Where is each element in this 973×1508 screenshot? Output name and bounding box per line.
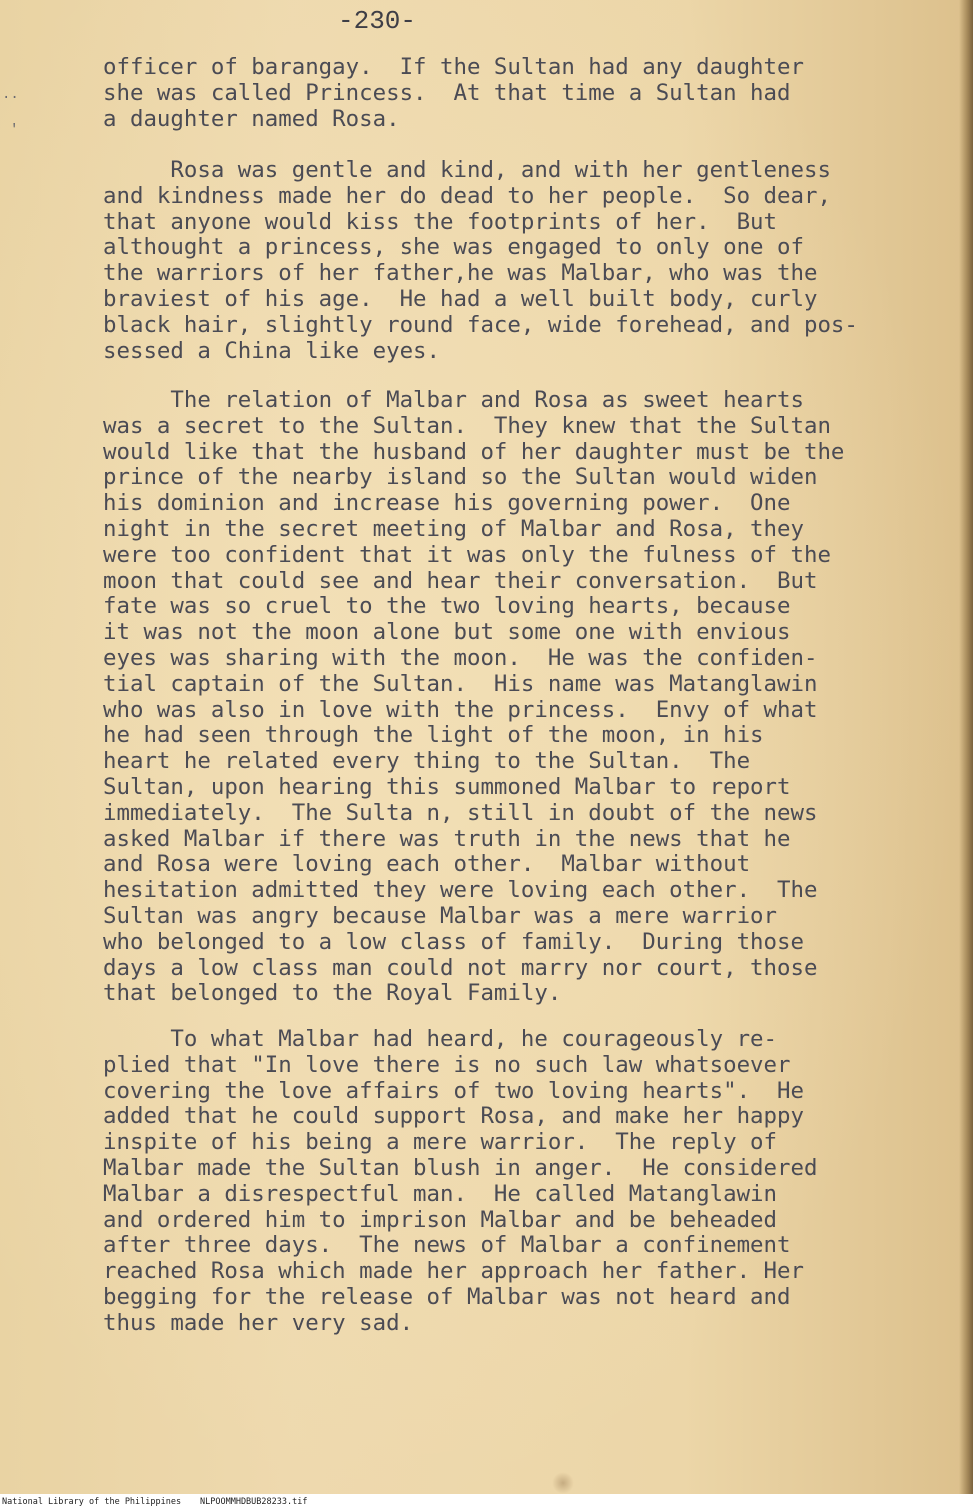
text-line: added that he could support Rosa, and make her happy xyxy=(103,1103,804,1130)
text-line: The relation of Malbar and Rosa as sweet hearts xyxy=(103,387,804,413)
text-line: was a secret to the Sultan. They knew that the Sultan xyxy=(103,412,831,439)
text-line: he had seen through the light of the moon, in his xyxy=(103,722,764,749)
text-line: eyes was sharing with the moon. He was the confiden- xyxy=(103,644,818,671)
text-line: begging for the release of Malbar was not heard and xyxy=(103,1283,791,1310)
paragraph-4 xyxy=(103,1027,953,1337)
text-line: Malbar made the Sultan blush in anger. He considered xyxy=(103,1154,818,1181)
text-line: fate was so cruel to the two loving hearts, because xyxy=(103,593,791,620)
text-line: who was also in love with the princess. Envy of what xyxy=(103,696,818,723)
text-line: sessed a China like eyes. xyxy=(103,337,441,364)
text-line: tial captain of the Sultan. His name was Matanglawin xyxy=(103,670,818,697)
scan-footer xyxy=(0,1494,973,1508)
text-line: she was called Princess. At that time a Sultan had xyxy=(103,79,791,106)
page-edge-shadow xyxy=(959,0,973,1508)
text-line: were too confident that it was only the fulness of the xyxy=(103,541,831,568)
paragraph-1 xyxy=(103,55,953,132)
text-line: moon that could see and hear their conversation. But xyxy=(103,567,818,594)
text-line: that belonged to the Royal Family. xyxy=(103,980,562,1007)
text-line: and kindness made her do dead to her people. So dear, xyxy=(103,182,831,209)
text-line: the warriors of her father,he was Malbar, who was the xyxy=(103,260,818,287)
text-line: thus made her very sad. xyxy=(103,1309,414,1336)
text-line: Sultan, upon hearing this summoned Malbar to report xyxy=(103,773,791,800)
paragraph-2 xyxy=(103,158,953,364)
text-line: Sultan was angry because Malbar was a mere warrior xyxy=(103,902,778,929)
footer-filename: NLPOOMMHDBUB28233.tif xyxy=(200,1497,308,1507)
margin-mark: ·· xyxy=(2,90,19,106)
text-line: black hair, slightly round face, wide forehead, and pos- xyxy=(103,311,858,338)
text-line: immediately. The Sulta n, still in doubt of the news xyxy=(103,799,818,826)
page-number: -230- xyxy=(338,6,417,36)
text-line: inspite of his being a mere warrior. The reply of xyxy=(103,1129,778,1156)
text-line: covering the love affairs of two loving hearts". He xyxy=(103,1077,804,1104)
footer-source: National Library of the Philippines xyxy=(2,1497,182,1507)
text-line: hesitation admitted they were loving each other. The xyxy=(103,877,818,904)
text-line: it was not the moon alone but some one with envious xyxy=(103,619,791,646)
text-line: althought a princess, she was engaged to only one of xyxy=(103,234,804,261)
text-line: and ordered him to imprison Malbar and be beheaded xyxy=(103,1206,778,1233)
paper-smudge xyxy=(552,1472,574,1494)
text-line: plied that "In love there is no such law whatsoever xyxy=(103,1051,791,1078)
text-line: Rosa was gentle and kind, and with her gentleness xyxy=(103,157,831,183)
text-line: braviest of his age. He had a well built body, curly xyxy=(103,285,818,312)
text-line: heart he related every thing to the Sultan. The xyxy=(103,748,751,775)
text-line: asked Malbar if there was truth in the news that he xyxy=(103,825,791,852)
text-line: reached Rosa which made her approach her father. Her xyxy=(103,1258,804,1285)
text-line: officer of barangay. If the Sultan had any daughter xyxy=(103,54,804,80)
text-line: a daughter named Rosa. xyxy=(103,105,400,132)
paragraph-3 xyxy=(103,388,953,1007)
text-line: who belonged to a low class of family. During those xyxy=(103,928,804,955)
text-line: would like that the husband of her daughter must be the xyxy=(103,438,845,465)
text-line: that anyone would kiss the footprints of her. But xyxy=(103,208,778,235)
text-line: and Rosa were loving each other. Malbar without xyxy=(103,851,751,878)
text-line: night in the secret meeting of Malbar and Rosa, they xyxy=(103,515,804,542)
text-line: prince of the nearby island so the Sultan would widen xyxy=(103,464,818,491)
text-line: To what Malbar had heard, he courageously re- xyxy=(103,1026,778,1052)
margin-mark: ' xyxy=(10,122,19,138)
text-line: after three days. The news of Malbar a confinement xyxy=(103,1232,791,1259)
text-line: his dominion and increase his governing power. One xyxy=(103,490,791,517)
text-line: days a low class man could not marry nor court, those xyxy=(103,954,818,981)
text-line: Malbar a disrespectful man. He called Matanglawin xyxy=(103,1180,778,1207)
